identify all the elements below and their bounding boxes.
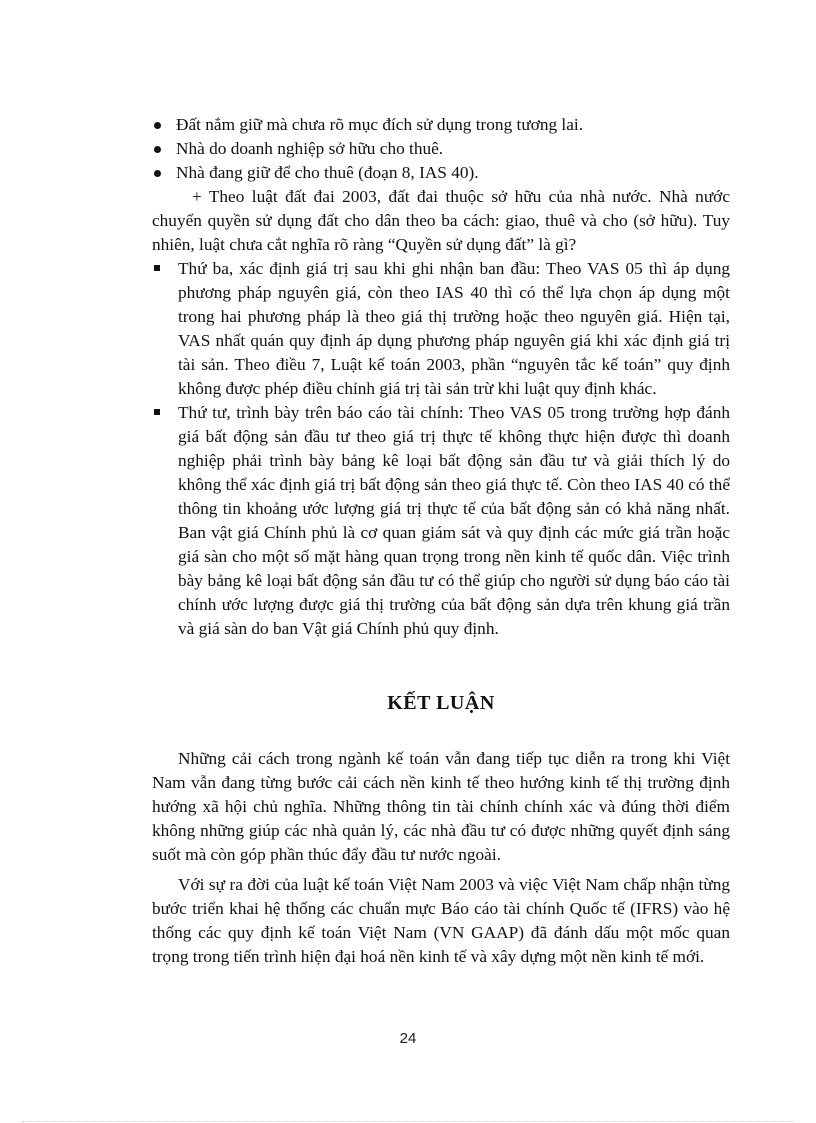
square-list-item	[152, 401, 730, 641]
conclusion-heading: KẾT LUẬN	[387, 692, 495, 714]
property-type-bullet-list	[152, 113, 730, 185]
page-content	[152, 113, 730, 969]
bullet-text: Nhà do doanh nghiệp sở hữu cho thuê.	[176, 139, 444, 158]
square-list-text: Thứ ba, xác định giá trị sau khi ghi nhận ban đầu: Theo VAS 05 thì áp dụng phương pháp nguyên giá, còn theo IAS 40 thì có thể lựa chọn áp dụng một trong hai phương pháp là theo giá thị trường hoặc theo nguyên giá. Hiện tại, VAS nhất quán quy định áp dụng phương pháp nguyên giá khi xác định giá trị tài sản. Theo điều 7, Luật kế toán 2003, phần “nguyên tắc kế toán” quy định không được phép điều chỉnh giá trị tài sản trừ khi luật quy định khác.	[178, 259, 730, 398]
page-number: 24	[399, 1030, 417, 1047]
conclusion-paragraph-2: Với sự ra đời của luật kế toán Việt Nam 2003 và việc Việt Nam chấp nhận từng bước triển khai hệ thống các chuẩn mực Báo cáo tài chính Quốc tế (IFRS) vào hệ thống các quy định kế toán Việt Nam (VN GAAP) đã đánh dấu một mốc quan trọng trong tiến trình hiện đại hoá nền kinh tế và xây dựng một nền kinh tế mới.	[152, 875, 730, 966]
square-bullet-icon	[154, 265, 160, 271]
page-bottom-divider	[22, 1121, 794, 1122]
land-law-paragraph: + Theo luật đất đai 2003, đất đai thuộc sở hữu của nhà nước. Nhà nước chuyển quyền sử dụng đất cho dân theo ba cách: giao, thuê và cho (sở hữu). Tuy nhiên, luật chưa cắt nghĩa rõ ràng “Quyền sử dụng đất” là gì?	[152, 187, 730, 254]
bullet-dot-icon	[154, 122, 161, 129]
bullet-dot-icon	[154, 146, 161, 153]
conclusion-paragraph-1: Những cải cách trong ngành kế toán vẫn đang tiếp tục diễn ra trong khi Việt Nam vẫn đang từng bước cải cách nền kinh tế theo hướng kinh tế thị trường định hướng xã hội chủ nghĩa. Những thông tin tài chính chính xác và đúng thời điểm không những giúp các nhà quản lý, các nhà đầu tư có được những quyết định sáng suốt mà còn góp phần thúc đẩy đầu tư nước ngoài.	[152, 749, 730, 864]
bullet-item	[152, 161, 730, 185]
bullet-item	[152, 113, 730, 137]
bullet-dot-icon	[154, 170, 161, 177]
conclusion-section	[152, 747, 730, 969]
square-list-item	[152, 257, 730, 401]
bullet-text: Nhà đang giữ để cho thuê (đoạn 8, IAS 40).	[176, 163, 479, 182]
bullet-item	[152, 137, 730, 161]
square-list-text: Thứ tư, trình bày trên báo cáo tài chính: Theo VAS 05 trong trường hợp đánh giá bất động sản đầu tư theo giá trị thực tế không thực hiện được thì doanh nghiệp phải trình bày bảng kê loại bất động sản đầu tư và giải thích lý do không thể xác định giá trị bất động sản theo giá thực tế. Còn theo IAS 40 có thể thông tin khoảng ước lượng giá trị thực tế của bất động sản có khả năng nhất. Ban vật giá Chính phủ là cơ quan giám sát và quy định các mức giá trần hoặc giá sàn cho một số mặt hàng quan trọng trong nền kinh tế quốc dân. Việc trình bày bảng kê loại bất động sản đầu tư có thể giúp cho người sử dụng báo cáo tài chính ước lượng được giá thị trường của bất động sản dựa trên khung giá trần và giá sàn do ban Vật giá Chính phủ quy định.	[178, 403, 730, 638]
comparison-square-list	[152, 257, 730, 641]
bullet-text: Đất nắm giữ mà chưa rõ mục đích sử dụng trong tương lai.	[176, 115, 584, 134]
square-bullet-icon	[154, 409, 160, 415]
